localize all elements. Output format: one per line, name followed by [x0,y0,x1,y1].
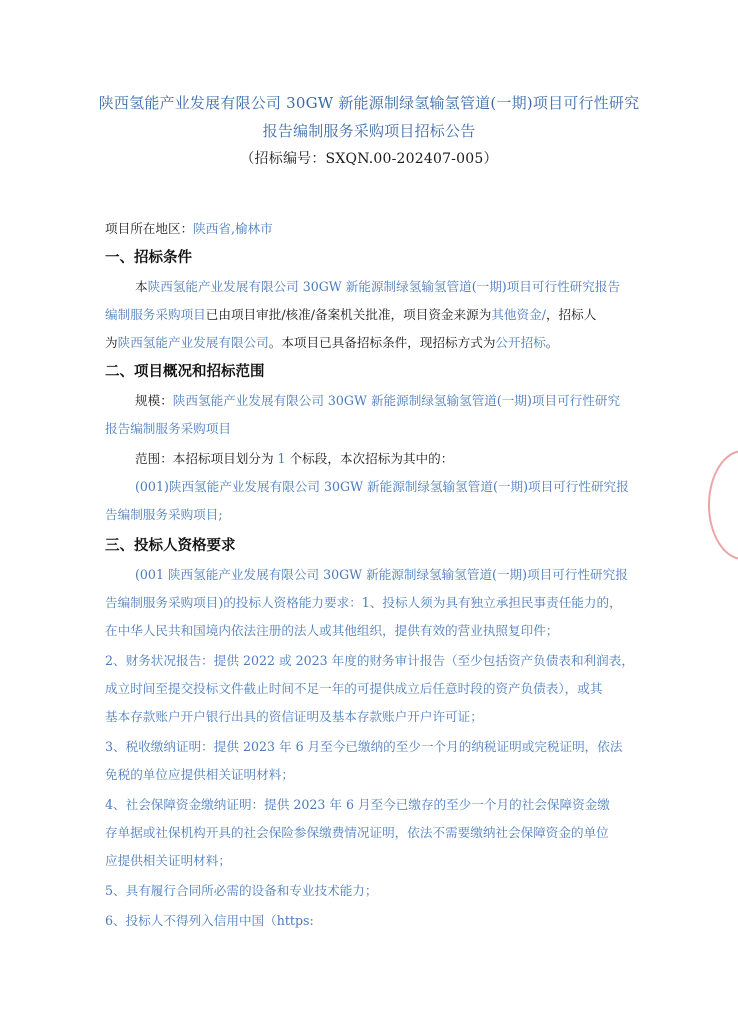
project-region [105,218,273,237]
lot-count: 1 [277,451,286,466]
region-label: 项目所在地区： [105,221,194,236]
region-value: 陕西省,榆林市 [193,221,273,236]
req-p5: 5、具有履行合同所必需的设备和专业技术能力； [105,883,378,898]
s1-line-1 [135,276,620,295]
s1-text: 已由项目审批/核准/备案机关批准，项目资金来源为 [205,307,492,322]
req-p1-line-1: (001 陕西氢能产业发展有限公司 30GW 新能源制绿氢输氢管道(一期)项目可行性研究报 [135,567,628,582]
section-3-heading: 三、投标人资格要求 [105,537,236,554]
range-text: 范围：本招标项目划分为 [135,451,278,466]
scale-label: 规模： [135,393,173,408]
scale-line-1 [135,390,620,409]
req-p4-line-3: 应提供相关证明材料； [105,853,231,868]
document-title-line-2: 报告编制服务采购项目招标公告 [262,122,476,140]
lot-line-1: (001)陕西氢能产业发展有限公司 30GW 新能源制绿氢输氢管道(一期)项目可行性研究报 [135,479,629,494]
tender-method: 公开招标 [495,335,546,350]
tender-number: （招标编号：SXQN.00-202407-005） [240,151,498,167]
s1-line-2 [105,304,596,323]
section-1-heading: 一、招标条件 [105,249,192,266]
project-name: 陕西氢能产业发展有限公司 30GW 新能源制绿氢输氢管道(一期)项目可行性研究报告 [147,279,621,294]
s1-text: 本 [135,279,148,294]
s1-line-3 [105,332,558,351]
req-p3-line-1: 3、税收缴纳证明：提供 2023 年 6 月至今已缴纳的至少一个月的纳税证明或完税证明，依法 [105,739,623,754]
red-seal-stamp [708,450,738,560]
req-p6: 6、投标人不得列入信用中国（https: [105,913,314,928]
req-p1-line-2: 告编制服务采购项目)的投标人资格能力要求：1、投标人须为具有独立承担民事责任能力的， [105,595,622,610]
lot-line-2: 告编制服务采购项目; [105,507,223,522]
s1-text: 为 [105,335,118,350]
req-p3-line-2: 免税的单位应提供相关证明材料； [105,767,294,782]
fund-source: 其他资金/ [491,307,546,322]
section-2-heading: 二、项目概况和招标范围 [105,363,265,380]
req-p2-line-1: 2、财务状况报告：提供 2022 或 2023 年度的财务审计报告（至少包括资产负债表和利润表， [105,653,634,668]
req-p1-line-3: 在中华人民共和国境内依法注册的法人或其他组织，提供有效的营业执照复印件； [105,623,559,638]
req-p2-line-3: 基本存款账户开户银行出具的资信证明及基本存款账户开户许可证； [105,709,483,724]
document-title-line-1: 陕西氢能产业发展有限公司 30GW 新能源制绿氢输氢管道(一期)项目可行性研究 [98,94,640,112]
tenderer-name: 陕西氢能产业发展有限公司 [117,335,269,350]
s1-text: 。本项目已具备招标条件，现招标方式为 [268,335,496,350]
project-name-cont: 编制服务采购项目 [105,307,206,322]
req-p4-line-2: 存单据或社保机构开具的社会保险参保缴费情况证明，依法不需要缴纳社会保障资金的单位 [105,825,609,840]
req-p2-line-2: 成立时间至提交投标文件截止时间不足一年的可提供成立后任意时段的资产负债表），或其 [105,681,603,696]
range-line [135,448,453,467]
s1-text: 。 [545,335,559,350]
scale-line-2: 报告编制服务采购项目 [105,421,231,436]
req-p4-line-1: 4、社会保障资金缴纳证明：提供 2023 年 6 月至今已缴存的至少一个月的社会保障资金缴 [105,797,610,812]
s1-text: ，招标人 [545,307,597,322]
range-text: 个标段，本次招标为其中的： [285,451,454,466]
scale-value: 陕西氢能产业发展有限公司 30GW 新能源制绿氢输氢管道(一期)项目可行性研究 [172,393,621,408]
